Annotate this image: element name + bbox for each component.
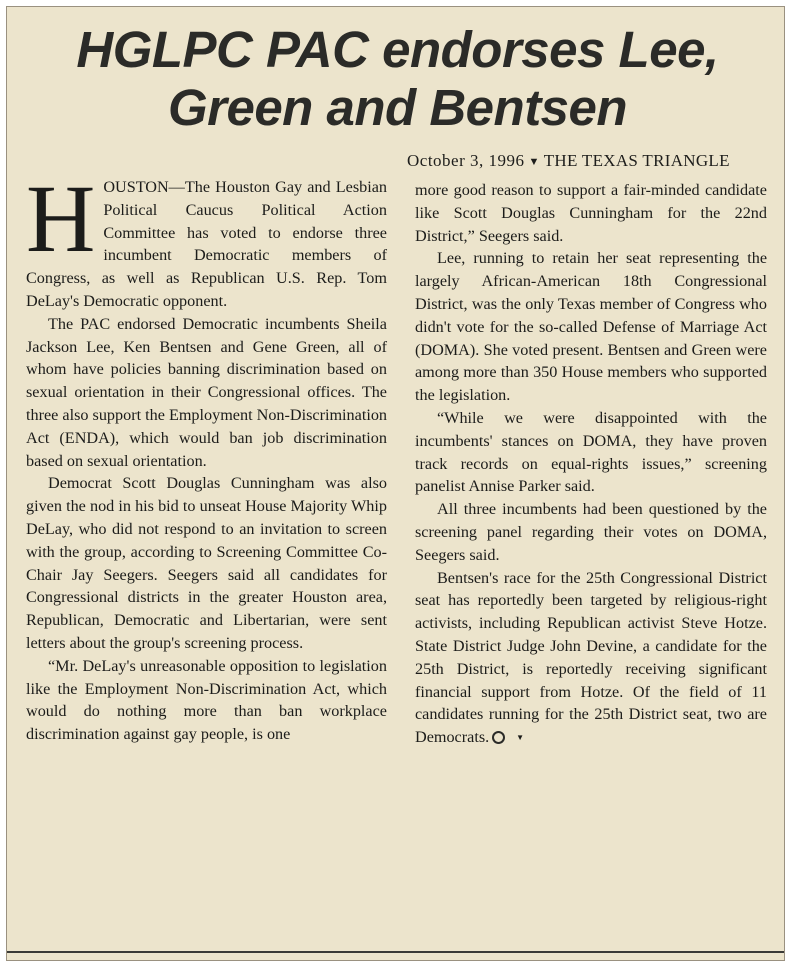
article-paragraph: “While we were disappointed with the incumbents' stances on DOMA, they have proven track records on equal-rights issues,” screening panelist Annise Parker said. <box>415 408 767 496</box>
triangle-separator-icon: ▼ <box>528 156 540 168</box>
headline-line-2: Green and Bentsen <box>167 79 628 136</box>
article-paragraph <box>415 567 767 749</box>
article-column-left <box>26 165 388 746</box>
drop-cap: H <box>26 165 96 272</box>
article-paragraph: Democrat Scott Douglas Cunningham was also given the nod in his bid to unseat House Majority Whip DeLay, who did not respond to an invitation to screen with the group, according to Screening Committee Co-Chair Jay Seegers. Seegers said all candidates for Congressional districts in the greater Houston area, Republican, Democratic and Libertarian, were sent letters about the group's screening process. <box>26 474 387 652</box>
dateline-publication: THE TEXAS TRIANGLE <box>543 151 730 170</box>
dateline <box>407 151 785 171</box>
end-mark-icon: ▼ <box>492 731 505 744</box>
article-final-text: Bentsen's race for the 25th Congressional District seat has reportedly been targeted by religious-right activists, including Republican activist Steve Hotze. State District Judge John Devine, a candidate for the 25th District, is reportedly receiving significant financial support from Hotze. Of the field of 11 candidates running for the 25th District seat, two are Democrats. <box>415 568 767 747</box>
article-paragraph-continued: more good reason to support a fair-minded candidate like Scott Douglas Cunningham for the 22nd District,” Seegers said. <box>415 181 767 245</box>
article-paragraph: Lee, running to retain her seat representing the largely African-American 18th Congressional District, was the only Texas member of Congress who didn't vote for the so-called Defense of Marriage Act (DOMA). She voted present. Bentsen and Green were among more than 350 House members who supported the legislation. <box>415 249 767 405</box>
article-paragraph: All three incumbents had been questioned by the screening panel regarding their votes on DOMA, Seegers said. <box>415 500 767 564</box>
headline <box>25 21 770 137</box>
newspaper-clipping <box>6 6 785 961</box>
bottom-rule <box>7 951 785 953</box>
dateline-date: October 3, 1996 <box>407 151 525 170</box>
article-column-right <box>415 179 767 749</box>
article-paragraph: The PAC endorsed Democratic incumbents Sheila Jackson Lee, Ken Bentsen and Gene Green, all of whom have policies banning discrimination based on sexual orientation in their Congressional offices. The three also support the Employment Non-Discrimination Act (ENDA), which would ban job discrimination based on sexual orientation. <box>26 314 388 470</box>
article-lead-text: OUSTON—The Houston Gay and Lesbian Political Caucus Political Action Committee has voted to endorse three incumbent Democratic members of Congress, as well as Republican U.S. Rep. Tom DeLay's Democratic opponent. <box>26 178 387 310</box>
article-lead-paragraph <box>26 165 387 313</box>
article-paragraph: “Mr. DeLay's unreasonable opposition to legislation like the Employment Non-Discrimination Act, which would do nothing more than ban workplace discrimination against gay people, is one <box>26 656 387 744</box>
headline-line-1: HGLPC PAC endorses Lee, <box>76 21 719 78</box>
